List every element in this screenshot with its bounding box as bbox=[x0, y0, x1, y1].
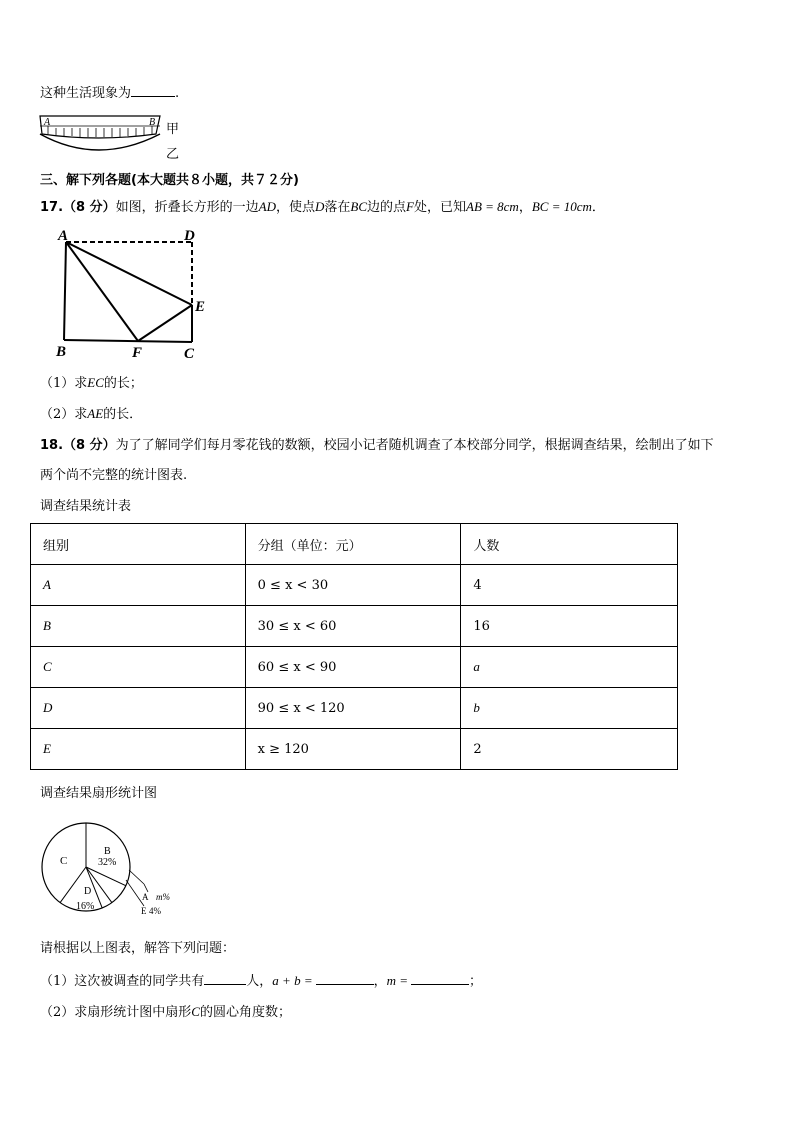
table-header-count: 人数 bbox=[461, 524, 678, 565]
q17-var-d: D bbox=[314, 199, 325, 214]
section3-heading: 三、解下列各题(本大题共８小题，共７２分) bbox=[40, 173, 299, 188]
ruler-jia-shape bbox=[40, 116, 160, 138]
segment-fe bbox=[138, 305, 192, 341]
fig-label-c: C bbox=[184, 346, 195, 362]
fig-label-d: D bbox=[184, 228, 195, 244]
q17-text-2: ，使点 bbox=[275, 200, 315, 215]
q17-comma: ， bbox=[518, 200, 532, 215]
ruler-label-yi: 乙 bbox=[166, 147, 180, 162]
pie-title: 调查结果扇形统计图 bbox=[40, 786, 158, 801]
fig-label-b: B bbox=[56, 344, 67, 360]
segment-ae bbox=[66, 242, 192, 305]
q17-statement bbox=[40, 198, 605, 217]
pie-label-a: A bbox=[142, 892, 149, 902]
q17-var-f: F bbox=[406, 199, 414, 214]
table-title: 调查结果统计表 bbox=[40, 499, 132, 514]
table-header-range: 分组（单位：元） bbox=[245, 524, 461, 565]
intro-line bbox=[40, 84, 179, 103]
q18-sub1-end: ； bbox=[469, 974, 483, 989]
table-row bbox=[31, 565, 678, 606]
table-cell-count: 16 bbox=[461, 606, 678, 647]
pie-label-e-pct: 4% bbox=[149, 906, 161, 916]
q17-var-ad: AD bbox=[258, 199, 276, 214]
segment-af bbox=[66, 242, 138, 341]
pie-label-d-pct: 16% bbox=[76, 901, 95, 912]
table-cell-range: 90 ≤ x < 120 bbox=[245, 688, 461, 729]
q18-prompt: 请根据以上图表，解答下列问题： bbox=[40, 941, 236, 956]
table-cell-group: D bbox=[31, 688, 246, 729]
table-row bbox=[31, 688, 678, 729]
leader-line-a bbox=[129, 870, 144, 884]
q17-var-bc: BC bbox=[350, 199, 368, 214]
table-row bbox=[31, 647, 678, 688]
q18-sub2-suffix: 的圆心角度数； bbox=[199, 1005, 291, 1020]
table-cell-range: 60 ≤ x < 90 bbox=[245, 647, 461, 688]
table-row bbox=[31, 606, 678, 647]
intro-text: 这种生活现象为 bbox=[40, 86, 132, 101]
answer-blank-ab bbox=[316, 972, 374, 985]
q18-line-1: 为了了解同学们每月零花钱的数额，校园小记者随机调查了本校部分同学，根据调查结果，绘制出了如下 bbox=[115, 438, 714, 453]
table-cell-count: 4 bbox=[461, 565, 678, 606]
q17-sub2 bbox=[40, 405, 142, 424]
ruler-jia-ticks bbox=[48, 126, 152, 137]
q18-statement-line1 bbox=[40, 437, 714, 455]
pie-label-b-pct: 32% bbox=[98, 857, 117, 868]
q17-end: ． bbox=[591, 200, 605, 215]
stats-table bbox=[30, 523, 678, 770]
ruler-label-jia: 甲 bbox=[166, 122, 180, 137]
table-row bbox=[31, 729, 678, 770]
pie-slices bbox=[42, 823, 130, 911]
edge-ab bbox=[64, 242, 66, 340]
q18-sub1-mid: 人， bbox=[246, 974, 273, 989]
q17-number: 17. bbox=[40, 200, 64, 215]
table-cell-range: 30 ≤ x < 60 bbox=[245, 606, 461, 647]
q17-sub1-suffix: 的长； bbox=[103, 376, 143, 391]
pie-slice-boundary-e bbox=[86, 867, 112, 903]
pie-label-a-pct: m% bbox=[156, 892, 170, 902]
q17-sub2-var: AE bbox=[87, 406, 104, 421]
fig-label-f: F bbox=[132, 345, 143, 361]
q17-sub2-suffix: 的长． bbox=[103, 407, 143, 422]
fig-label-e: E bbox=[195, 299, 206, 315]
pie-label-e: E bbox=[141, 906, 147, 916]
q17-sub2-prefix: （2）求 bbox=[40, 407, 88, 422]
q17-sub1-prefix: （1）求 bbox=[40, 376, 88, 391]
q18-sub2-prefix: （2）求扇形统计图中扇形 bbox=[40, 1005, 192, 1020]
table-cell-count: a bbox=[461, 647, 678, 688]
q17-rectangle-figure bbox=[52, 224, 222, 364]
pie-label-d: D bbox=[84, 886, 92, 897]
table-cell-group: A bbox=[31, 565, 246, 606]
q18-sub1-expr: a + b = bbox=[272, 973, 313, 988]
ruler-label-a: A bbox=[44, 117, 51, 128]
q17-text-5: 处，已知 bbox=[413, 200, 466, 215]
q17-text-3: 落在 bbox=[324, 200, 351, 215]
q17-text-4: 边的点 bbox=[367, 200, 407, 215]
pie-chart bbox=[36, 812, 196, 922]
q18-sub2-var: C bbox=[191, 1004, 200, 1019]
fig-label-a: A bbox=[58, 228, 69, 244]
table-cell-range: x ≥ 120 bbox=[245, 729, 461, 770]
q18-sub1-prefix: （1）这次被调查的同学共有 bbox=[40, 974, 205, 989]
answer-blank-m bbox=[411, 972, 469, 985]
table-header-group: 组别 bbox=[31, 524, 246, 565]
table-cell-group: C bbox=[31, 647, 246, 688]
edge-bc bbox=[64, 340, 192, 342]
table-cell-count: 2 bbox=[461, 729, 678, 770]
q18-points: （8 分） bbox=[63, 438, 116, 453]
pie-slice-a bbox=[86, 867, 126, 903]
q18-number: 18. bbox=[40, 438, 64, 453]
q17-sub1-var: EC bbox=[87, 375, 104, 390]
table-cell-group: B bbox=[31, 606, 246, 647]
q17-points: （8 分） bbox=[63, 200, 116, 215]
q17-given-2: BC = 10cm bbox=[531, 199, 592, 214]
pie-label-c: C bbox=[60, 855, 68, 867]
q17-sub1 bbox=[40, 374, 143, 393]
pie-slice-boundary-c bbox=[60, 867, 86, 903]
table-header-row bbox=[31, 524, 678, 565]
ruler-figure bbox=[36, 112, 186, 162]
q18-statement-line2: 两个尚不完整的统计图表. bbox=[40, 468, 188, 483]
q18-sub1 bbox=[40, 972, 482, 991]
ruler-label-b: B bbox=[149, 117, 156, 128]
q17-text-1: 如图，折叠长方形的一边 bbox=[115, 200, 259, 215]
pie-label-b: B bbox=[104, 846, 111, 857]
leader-line-a-end bbox=[144, 884, 148, 892]
q18-sub1-sep: ， bbox=[373, 974, 387, 989]
answer-blank bbox=[131, 84, 175, 97]
q18-sub2 bbox=[40, 1003, 291, 1022]
q18-sub1-m: m = bbox=[386, 973, 409, 988]
answer-blank-total bbox=[204, 972, 246, 985]
intro-suffix: . bbox=[175, 86, 180, 101]
q17-given-1: AB = 8cm bbox=[466, 199, 519, 214]
table-cell-count: b bbox=[461, 688, 678, 729]
table-cell-range: 0 ≤ x < 30 bbox=[245, 565, 461, 606]
table-cell-group: E bbox=[31, 729, 246, 770]
